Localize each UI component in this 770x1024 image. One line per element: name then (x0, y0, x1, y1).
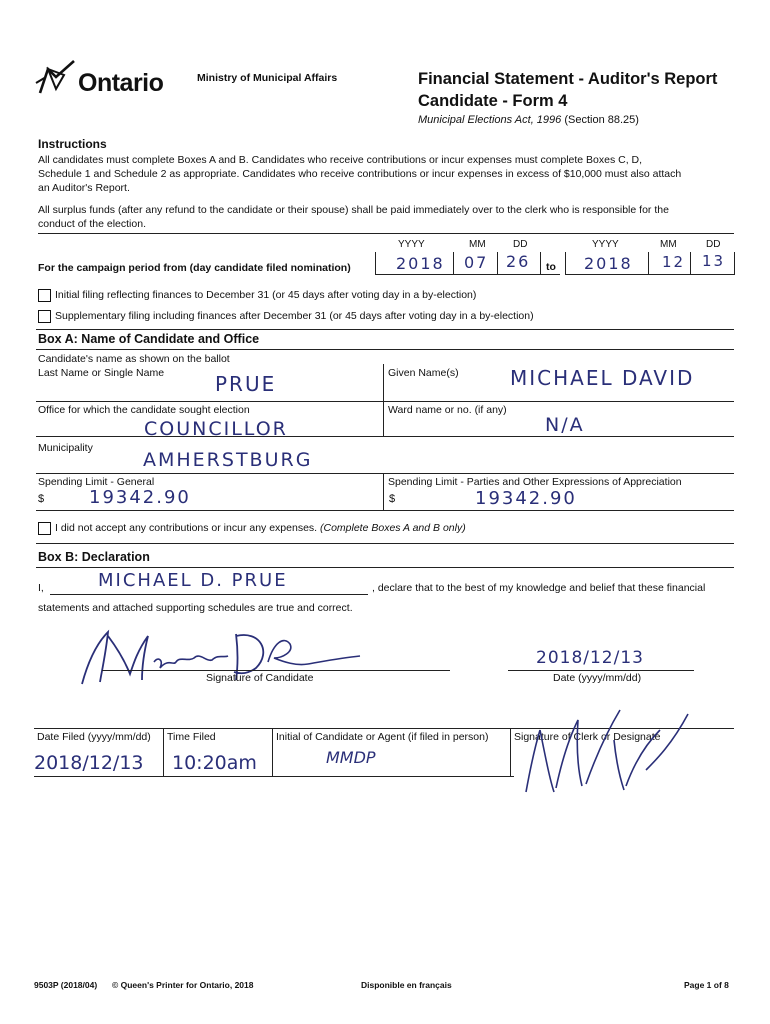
ministry-name: Ministry of Municipal Affairs (197, 72, 338, 84)
declaration-date-value[interactable]: 2018/12/13 (536, 648, 644, 668)
from-month[interactable]: 07 (464, 253, 489, 272)
currency-symbol-parties: $ (389, 493, 396, 505)
dd-header-to: DD (706, 239, 721, 250)
office-value[interactable]: COUNCILLOR (144, 418, 288, 440)
initial-filing-label: Initial filing reflecting finances to December 31 (or 45 days after voting day in a by-election) (55, 289, 477, 301)
clerk-signature-label: Signature of Clerk or Designate (514, 731, 661, 743)
from-year[interactable]: 2018 (396, 254, 445, 273)
currency-symbol-general: $ (38, 493, 45, 505)
page-number: Page 1 of 8 (684, 980, 729, 990)
municipality-label: Municipality (38, 442, 93, 454)
from-day[interactable]: 26 (506, 252, 531, 271)
spending-limit-general-label: Spending Limit - General (38, 476, 155, 488)
instructions-para-1: All candidates must complete Boxes A and B. Candidates who receive contributions or incur expenses must complete Boxes C, D, Schedule 1 and Schedule 2 as appropriate. Candidates who receive contributions or incur expenses in excess of $10,000 must also attach an Auditor's Report. (38, 154, 682, 194)
dd-header-from: DD (513, 239, 528, 250)
to-month[interactable]: 12 (662, 253, 686, 271)
mm-header-to: MM (660, 239, 677, 250)
no-contributions-checkbox[interactable] (38, 522, 51, 535)
yyyy-header-to: YYYY (592, 239, 619, 250)
spending-limit-parties-label: Spending Limit - Parties and Other Expressions of Appreciation (388, 476, 682, 488)
trillium-icon (34, 55, 82, 99)
supplementary-filing-label: Supplementary filing including finances after December 31 (or 45 days after voting day in a by-election) (55, 310, 534, 322)
ontario-logo (34, 55, 184, 105)
form-number: 9503P (2018/04) (34, 980, 98, 990)
logo-wordmark: Ontario (78, 69, 164, 97)
to-year[interactable]: 2018 (584, 254, 633, 273)
box-a-heading: Box A: Name of Candidate and Office (38, 332, 260, 346)
box-b-heading: Box B: Declaration (38, 550, 150, 564)
act-reference: Municipal Elections Act, 1996 (Section 88.25) (418, 114, 639, 126)
copyright: © Queen's Printer for Ontario, 2018 (112, 980, 254, 990)
period-label: For the campaign period from (day candidate filed nomination) (38, 262, 351, 274)
given-name-label: Given Name(s) (388, 367, 459, 379)
form-title: Financial Statement - Auditor's Report (418, 70, 718, 88)
yyyy-header-from: YYYY (398, 239, 425, 250)
to-label: to (546, 261, 556, 273)
ward-value[interactable]: N/A (545, 414, 585, 436)
instructions-heading: Instructions (38, 137, 107, 151)
declarant-name[interactable]: MICHAEL D. PRUE (98, 570, 288, 591)
declaration-text: , declare that to the best of my knowledge and belief that these financial (372, 582, 706, 594)
ballot-name-label: Candidate's name as shown on the ballot (38, 353, 230, 365)
no-contributions-label: I did not accept any contributions or incur any expenses. (Complete Boxes A and B only) (55, 522, 466, 534)
supplementary-filing-checkbox[interactable] (38, 310, 51, 323)
ward-label: Ward name or no. (if any) (388, 404, 507, 416)
time-filed-value[interactable]: 10:20am (172, 752, 257, 774)
date-filed-label: Date Filed (yyyy/mm/dd) (37, 731, 151, 743)
divider (38, 233, 734, 234)
declaration-i: I, (38, 582, 44, 594)
declaration-text-2: statements and attached supporting schedules are true and correct. (38, 602, 353, 614)
mm-header-from: MM (469, 239, 486, 250)
to-day[interactable]: 13 (702, 252, 726, 270)
time-filed-label: Time Filed (167, 731, 216, 743)
spending-limit-parties-value[interactable]: 19342.90 (475, 488, 577, 509)
initial-filing-checkbox[interactable] (38, 289, 51, 302)
declaration-date-label: Date (yyyy/mm/dd) (553, 672, 642, 684)
spending-limit-general-value[interactable]: 19342.90 (89, 487, 191, 508)
last-name-value[interactable]: PRUE (215, 372, 277, 396)
form-subtitle: Candidate - Form 4 (418, 92, 568, 110)
initial-label: Initial of Candidate or Agent (if filed in person) (276, 731, 489, 743)
municipality-value[interactable]: AMHERSTBURG (143, 449, 313, 471)
date-filed-value[interactable]: 2018/12/13 (34, 752, 144, 774)
clerk-signature (516, 700, 696, 800)
instructions-para-2: All surplus funds (after any refund to the candidate or their spouse) shall be paid immediately over to the clerk who is responsible for the conduct of the election. (38, 204, 669, 230)
given-name-value[interactable]: MICHAEL DAVID (510, 366, 695, 390)
signature-of-candidate-label: Signature of Candidate (206, 672, 314, 684)
office-label: Office for which the candidate sought election (38, 404, 250, 416)
french-availability: Disponible en français (361, 980, 452, 990)
last-name-label: Last Name or Single Name (38, 367, 165, 379)
initial-value[interactable]: MMDP (326, 748, 376, 767)
